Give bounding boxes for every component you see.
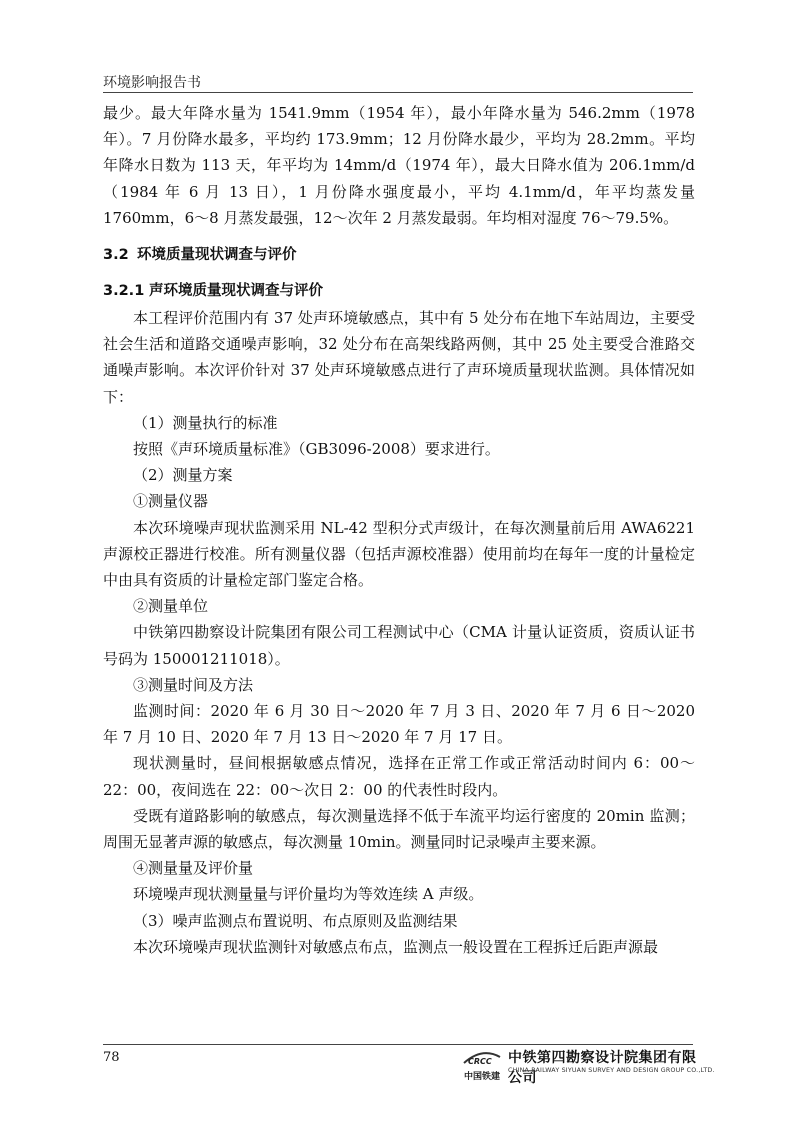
- page-header-title: 环境影响报告书: [103, 75, 201, 91]
- item-heading-quantity: ④测量量及评价量: [133, 859, 254, 878]
- paragraph-instrument: 本次环境噪声现状监测采用 NL-42 型积分式声级计，在每次测量前后用 AWA6221 声源校正器进行校准。所有测量仪器（包括声源校准器）使用前均在每年一度的计量检定中由具有资质的计量检定部门鉴定合格。: [103, 518, 695, 590]
- item-heading-unit: ②测量单位: [133, 597, 209, 616]
- paragraph-standard: 按照《声环境质量标准》（GB3096-2008）要求进行。: [133, 440, 500, 459]
- list-heading-layout: （3）噪声监测点布置说明、布点原则及监测结果: [133, 911, 458, 930]
- page-number: 78: [103, 1050, 120, 1065]
- item-heading-instrument: ①测量仪器: [133, 492, 209, 511]
- paragraph-monitor-time: 监测时间：2020 年 6 月 30 日～2020 年 7 月 3 日、2020 年 7 月 6 日～2020 年 7 月 10 日、2020 年 7 月 13 日～2020 年 7 月 17 日。: [103, 702, 695, 747]
- subsection-title: 声环境质量现状调查与评价: [149, 283, 323, 300]
- section-heading-3-2: [103, 243, 695, 267]
- document-body: [103, 100, 695, 960]
- item-heading-time-method: ③测量时间及方法: [133, 675, 254, 694]
- paragraph-duration: 受既有道路影响的敏感点，每次测量选择不低于车流平均运行密度的 20min 监测；周围无显著声源的敏感点，每次测量 10min。测量同时记录噪声主要来源。: [103, 806, 695, 852]
- paragraph-intro: 本工程评价范围内有 37 处声环境敏感点，其中有 5 处分布在地下车站周边，主要受社会生活和道路交通噪声影响，32 处分布在高架线路两侧，其中 25 处主要受合淮路交通噪声影响。本次评价针对 37 处声环境敏感点进行了声环境质量现状监测。具体情况如下：: [103, 309, 695, 406]
- company-name-cn: 中铁第四勘察设计院集团有限公司: [508, 1050, 697, 1086]
- paragraph-day-night: 现状测量时，昼间根据敏感点情况，选择在正常工作或正常活动时间内 6：00～22：00，夜间选在 22：00～次日 2：00 的代表性时段内。: [103, 754, 695, 799]
- footer-divider: [103, 1044, 693, 1045]
- paragraph-quantity: 环境噪声现状测量量与评价量均为等效连续 A 声级。: [133, 885, 484, 904]
- section-heading-3-2-1: [103, 279, 695, 303]
- subsection-number: 3.2.1: [103, 283, 145, 300]
- section-number: 3.2: [103, 247, 129, 264]
- header-divider: [103, 92, 693, 93]
- crcc-logo-icon: [462, 1049, 502, 1069]
- paragraph-precipitation: 最少。最大年降水量为 1541.9mm（1954 年），最小年降水量为 546.2mm（1978 年）。7 月份降水最多，平均约 173.9mm；12 月份降水最少，平均为 28.2mm。平均年降水日数为 113 天，年平均为 14mm/d（1974 年），最大日降水值为 206.1mm/d（1984 年 6 月 13 日），1 月份降水强度最小，平均 4.1mm/d，年平均蒸发量 1760mm，6～8 月蒸发最强，12～次年 2 月蒸发最弱。年均相对湿度 76～79.5%。: [103, 104, 695, 227]
- logo-caption: 中国铁建: [464, 1072, 501, 1082]
- company-logo: [462, 1047, 715, 1087]
- logo-mark-text: CRCC: [468, 1057, 492, 1066]
- company-name-en: CHINA RAILWAY SIYUAN SURVEY AND DESIGN GROUP CO.,LTD.: [508, 1067, 715, 1074]
- paragraph-layout: 本次环境噪声现状监测针对敏感点布点，监测点一般设置在工程拆迁后距声源最: [133, 937, 659, 956]
- paragraph-unit: 中铁第四勘察设计院集团有限公司工程测试中心（CMA 计量认证资质，资质认证书号码为 150001211018）。: [103, 623, 695, 668]
- list-heading-standard: （1）测量执行的标准: [133, 413, 278, 432]
- list-heading-plan: （2）测量方案: [133, 466, 233, 485]
- section-title: 环境质量现状调查与评价: [137, 247, 297, 264]
